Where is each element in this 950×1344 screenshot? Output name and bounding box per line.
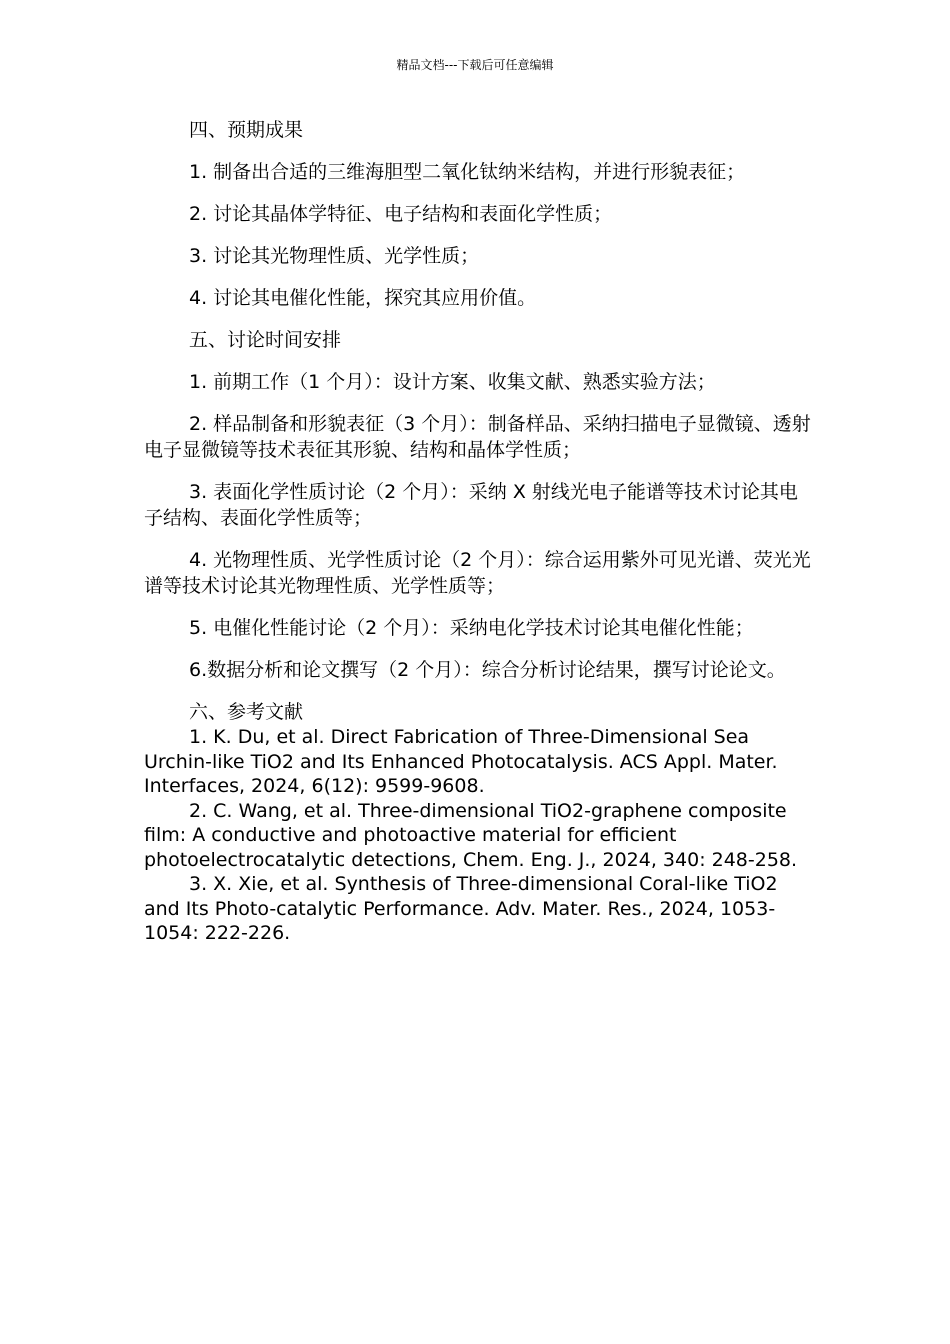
section-5-heading: 五、讨论时间安排 (189, 329, 342, 351)
expected-result-2: 2. 讨论其晶体学特征、电子结构和表面化学性质； (189, 203, 613, 225)
expected-result-4: 4. 讨论其电催化性能，探究其应用价值。 (189, 287, 537, 309)
schedule-item-5: 5. 电催化性能讨论（2 个月）：采纳电化学技术讨论其电催化性能； (189, 617, 754, 639)
expected-result-1: 1. 制备出合适的三维海胆型二氧化钛纳米结构，并进行形貌表征； (189, 161, 746, 183)
document-body (144, 117, 812, 946)
reference-1: 1. K. Du, et al. Direct Fabrication of Three-Dimensional Sea Urchin-like TiO2 and Its Enhanced Photocatalysis. ACS Appl. Mater. Interfaces, 2024, 6(12): 9599-9608. (144, 726, 778, 797)
schedule-item-1: 1. 前期工作（1 个月）：设计方案、收集文献、熟悉实验方法； (189, 371, 716, 393)
expected-result-3: 3. 讨论其光物理性质、光学性质； (189, 245, 480, 267)
reference-3: 3. X. Xie, et al. Synthesis of Three-dimensional Coral-like TiO2 and Its Photo-catalytic Performance. Adv. Mater. Res., 2024, 1053-1054: 222-226. (144, 873, 778, 944)
section-4-heading: 四、预期成果 (189, 119, 304, 141)
schedule-item-3: 3. 表面化学性质讨论（2 个月）：采纳 X 射线光电子能谱等技术讨论其电子结构、表面化学性质等； (144, 481, 798, 529)
page-header: 精品文档---下载后可任意编辑 (396, 58, 554, 72)
section-6-heading: 六、参考文献 (189, 701, 304, 723)
reference-2: 2. C. Wang, et al. Three-dimensional TiO2-graphene composite film: A conductive and photoactive material for efficient photoelectrocatalytic detections, Chem. Eng. J., 2024, 340: 248-258. (144, 799, 798, 871)
schedule-item-4: 4. 光物理性质、光学性质讨论（2 个月）：综合运用紫外可见光谱、荧光光谱等技术讨论其光物理性质、光学性质等； (144, 549, 811, 597)
schedule-item-6: 6.数据分析和论文撰写（2 个月）：综合分析讨论结果，撰写讨论论文。 (189, 659, 786, 681)
schedule-item-2: 2. 样品制备和形貌表征（3 个月）：制备样品、采纳扫描电子显微镜、透射电子显微镜等技术表征其形貌、结构和晶体学性质； (144, 413, 811, 461)
